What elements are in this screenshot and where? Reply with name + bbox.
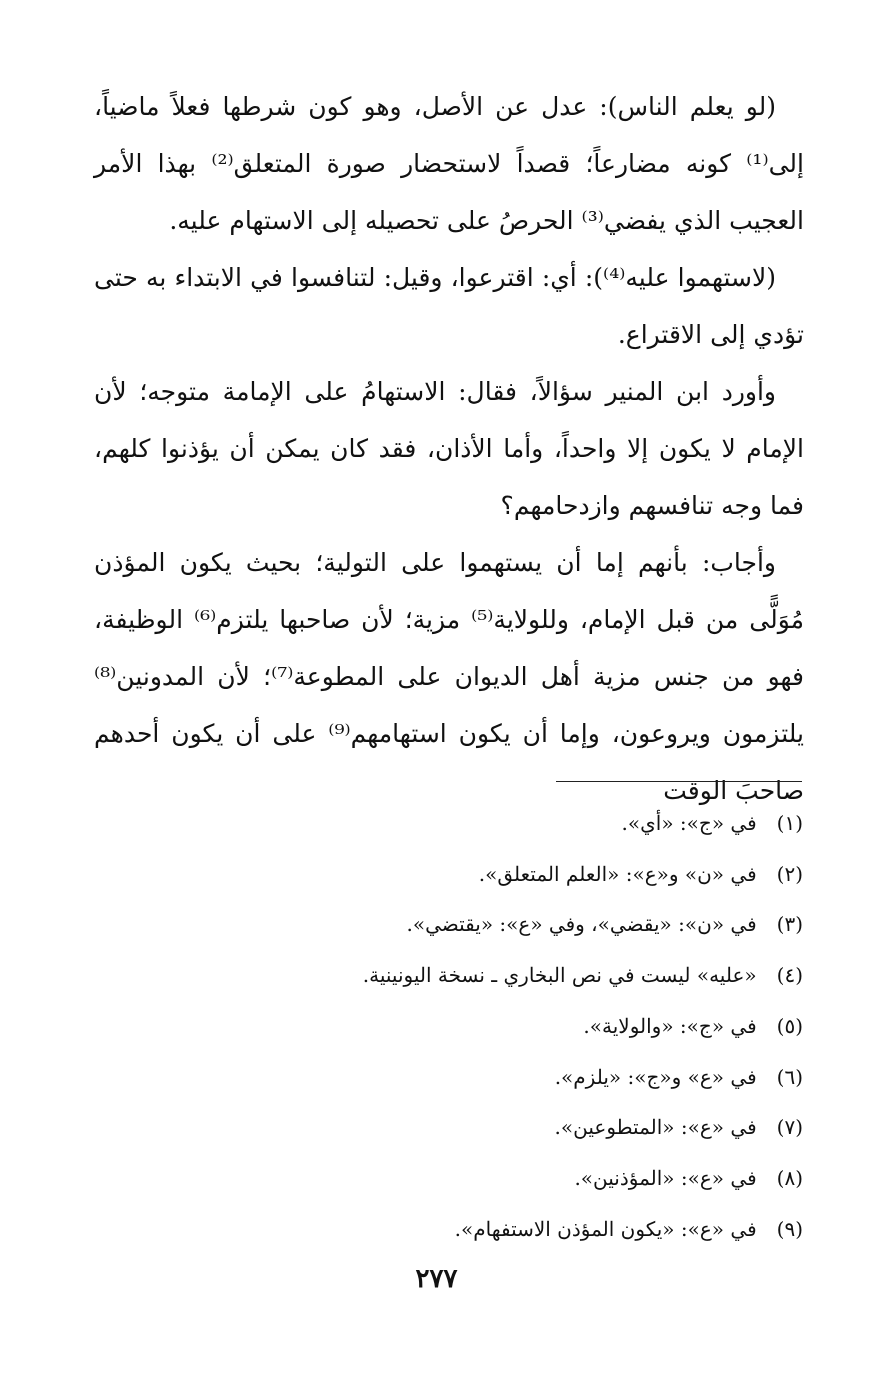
paragraph-1: (لو يعلم الناس): عدل عن الأصل، وهو كون شرطها فعلاً ماضياً، إلى⁽¹⁾ كونه مضارعاً؛ قصداً لاستحضار صورة المتعلق⁽²⁾ بهذا الأمر العجيب الذي يفضي⁽³⁾ الحرصُ على تحصيله إلى الاستهام عليه.	[94, 92, 804, 235]
footnote-5	[103, 1001, 803, 1052]
footnote-text: في «ع»: «المؤذنين».	[574, 1165, 757, 1190]
footnote-number: (٣)	[776, 912, 803, 937]
page-number: ٢٧٧	[415, 1264, 458, 1294]
footnote-7	[103, 1102, 803, 1153]
footnote-number: (١)	[776, 811, 803, 835]
footnote-text: في «ع» و«ج»: «يلزم».	[554, 1064, 757, 1089]
footnote-number: (٨)	[776, 1165, 803, 1190]
footnote-4	[103, 950, 803, 1001]
footnote-1	[103, 798, 803, 849]
footnote-9	[103, 1204, 803, 1255]
main-text	[94, 78, 804, 819]
footnote-text: في «ن» و«ع»: «العلم المتعلق».	[478, 861, 757, 886]
footnote-text: في «ج»: «والولاية».	[583, 1013, 757, 1038]
paragraph-4: وأجاب: بأنهم إما أن يستهموا على التولية؛ بحيث يكون المؤذن مُوَلًّى من قبل الإمام، وللولاية⁽⁵⁾ مزية؛ لأن صاحبها يلتزم⁽⁶⁾ الوظيفة، فهو من جنس مزية أهل الديوان على المطوعة⁽⁷⁾؛ لأن المدونين⁽⁸⁾ يلتزمون ويروعون، وإما أن يكون استهامهم⁽⁹⁾ على أن يكون أحدهم صاحبَ الوقت	[94, 548, 804, 805]
footnote-text: «عليه» ليست في نص البخاري ـ نسخة اليونينية.	[362, 963, 757, 988]
footnote-number: (٥)	[776, 1013, 803, 1038]
footnote-divider	[556, 781, 802, 782]
footnote-text: في «ع»: «يكون المؤذن الاستفهام».	[454, 1216, 757, 1241]
footnote-number: (٧)	[776, 1115, 803, 1140]
footnote-6	[103, 1052, 803, 1103]
footnote-number: (٩)	[776, 1216, 803, 1241]
footnote-number: (٤)	[776, 963, 803, 988]
footnotes	[103, 798, 803, 1254]
footnote-text: في «ن»: «يقضي»، وفي «ع»: «يقتضي».	[406, 912, 757, 937]
footnote-number: (٦)	[776, 1064, 803, 1089]
footnote-8	[103, 1153, 803, 1204]
footnote-3	[103, 899, 803, 950]
footnote-number: (٢)	[776, 861, 803, 886]
footnote-text: في «ج»: «أي».	[621, 811, 757, 835]
footnote-2	[103, 849, 803, 900]
paragraph-3: وأورد ابن المنير سؤالاً، فقال: الاستهامُ على الإمامة متوجه؛ لأن الإمام لا يكون إلا واحداً، وأما الأذان، فقد كان يمكن أن يؤذنوا كلهم، فما وجه تنافسهم وازدحامهم؟	[94, 377, 804, 520]
footnote-text: في «ع»: «المتطوعين».	[554, 1115, 757, 1140]
paragraph-2: (لاستهموا عليه⁽⁴⁾): أي: اقترعوا، وقيل: لتنافسوا في الابتداء به حتى تؤدي إلى الاقتراع.	[94, 263, 804, 349]
